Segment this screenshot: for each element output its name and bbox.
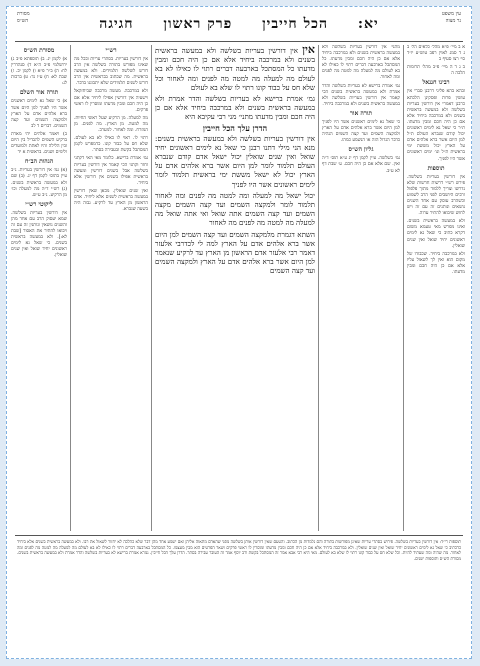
ein-mishpat-entry: א ב מיי׳ פ״א מהל׳ כלאים הל׳ ב ג ד סמג לאוין רפב טוש״ע יו״ד סי׳ רצו סעיף ב bbox=[407, 45, 465, 63]
rashi-text: ואין שנים שואלין. מכאן שאין דורשין במעשה בראשית לשנים אלא ליחיד. אדם הראשון מן הארץ עד לרקיע. גבוה היה בשעה שנברא. bbox=[74, 188, 148, 213]
masoret-heading: מסורת הש״ס bbox=[23, 47, 55, 54]
likutei-rashi-text: אין דורשין בעריות בשלשה. שמא יעסוק הרב עם אחד מהן והשנים נושאין ונותנין זה עם זה ויבואו להתיר את האסור [שבת לא:]. ולא במעשה בראשית בשנים. כי שאל נא לימים ראשונים יחיד שואל ואין שנים שואלין. bbox=[11, 210, 67, 259]
column-ein-mishpat bbox=[407, 45, 465, 531]
footer-rule bbox=[15, 535, 463, 536]
rashi-text: גמ׳ אמרת ברישא. כלומר מאי האי דקתני וחזר וקתני הכי קאמר אין דורשין בעריות בשלשה אבל בשנים דורשין ומעשה בראשית אפילו בשנים אין דורשין אלא ביחיד. bbox=[74, 156, 148, 186]
page-title bbox=[7, 16, 471, 33]
ein-mishpat-entry: ב ג ד ה מיי׳ פ״ב מהל׳ תרומות הלכה ה bbox=[407, 65, 465, 77]
hadran-heading: הדרן עלך הכל חייבין bbox=[202, 122, 268, 133]
mishnah-body: אין דורשין בעריות בשלשה ולא במעשה בראשית בשנים ולא במרכבה ביחיד אלא אם כן היה חכם ומבין מדעתו כל המסתכל בארבעה דברים רתוי לו כאילו לא בא לעולם מה למעלה מה למטה מה לפנים ומה לאחור וכל שלא חס על כבוד קונו רתוי לו שלא בא לעולם bbox=[155, 46, 315, 92]
gemara-text: גמ׳ אמרת ברישא לא בעריות בשלשה והדר אמרת ולא במעשה בראשית בשנים ולא במרכבה ביחיד אלא אם כן היה חכם ומבין מדעתו מתני׳ מני רבי עקיבא היא bbox=[155, 94, 315, 122]
rashi-text: ולא במרכבה. מעשה מרכבה שביחזקאל וישעיה אין דורשין אפילו ליחיד אלא אם כן היה חכם ומבין מדעתו ומוסרין לו ראשי פרקים. bbox=[74, 89, 148, 113]
ein-mishpat-label: עין משפט נר מצוה bbox=[441, 11, 461, 24]
footer-commentary: תוספות רי״ד: אין דורשין בעריות בשלשה. פירוש בסתרי עריות שאינן מפורשות בתורה והם נלמדות מן הכתוב. והטעם שאין דורשין אותן בשלשה מפני שהאדם מתאוה אליהן ואם ישמע אחד מהן דבר שלא כהלכה לא יחזור לשאול את רבו. ולא במעשה בראשית בשנים אלא ביחיד כדכתיב כי שאל נא לימים ראשונים יחיד שואל ואין שנים שואלין. ולא במרכבה ביחיד אלא אם כן היה חכם ומבין מדעתו ומוסרין לו ראשי פרקים ושאר הפרטים הוא מבין מעצמו. כל המסתכל בארבעה דברים רתוי לו כאילו לא בא לעולם מה למעלה מה למטה מה לפנים ומה לאחור. מה שהיה ומה שעתיד להיות. וכל שלא חס על כבוד קונו רתוי לו שלא בא לעולם. מאי היא רבי אבא אמר זה המסתכל בקשת ורב יוסף אמר זה העובר עבירה בסתר. הדרן עלך הכל חייבין. גמרא אמרת ברישא לא בעריות בשלשה והדר אמרת ולא במעשה בראשית בשנים. מסורת הש״ס ותוספות ישנים. bbox=[17, 539, 461, 561]
torah-or-heading: תורה אור bbox=[349, 109, 373, 117]
torah-or-text: ב) ויאמר אלהים יהי מארת ברקיע השמים להבדיל בין היום ובין הלילה והיו לאתת ולמועדים ולימים ושנים. בראשית א יד bbox=[11, 131, 67, 156]
page-header bbox=[7, 7, 471, 41]
column-rashi bbox=[74, 45, 148, 531]
torah-or-text: כי שאל נא לימים ראשנים אשר היו לפניך למן היום אשר ברא אלהים אדם על הארץ ולמקצה השמים ועד קצה השמים הנהיה כדבר הגדול הזה או הנשמע כמהו. bbox=[322, 119, 400, 144]
rashi-text: רתוי לו. ראוי לו כאילו לא בא לעולם. שלא חס על כבוד קונו. כדמפרש לקמן המסתכל בקשת ובעבירה בסתר. bbox=[74, 136, 148, 154]
gemara-text: אין דורשין בעריות בשלשה ולא במעשה בראשית בשנים: מנא הני מילי דתנו רבנן כי שאל נא לימים ראשונים יחיד שואל ואין שנים שואלין יכול ישאל אדם קודם שנברא העולם תלמוד לומר למן היום אשר ברא אלהים אדם על הארץ יכול לא ישאל מששת ימי בראשית תלמוד לומר לימים ראשונים אשר היו לפניך bbox=[155, 133, 315, 189]
commentary-text: מתני׳ אין דורשין בעריות בשלשה ולא במעשה בראשית בשנים ולא במרכבה ביחיד אלא אם כן היה חכם ומבין מדעתו. כל המסתכל בארבעה דברים רתוי לו כאילו לא בא לעולם מה למעלה מה למטה מה לפנים ומה לאחור. bbox=[322, 45, 400, 81]
gilyon-text: גמ׳ בשלשה. עיין לקמן דף יג ע״א תוס׳ ד״ה ואין. שם אלא אם כן היה חכם. ע׳ שבת דף לא ע״ב. bbox=[322, 156, 400, 174]
hagahot-text: (א) גמ׳ אין דורשין בעריות. נ״ב עיין בתוס׳ לקמן דף יג. (ב) שם ולא במעשה בראשית בשנים. (ג) רש״י ד״ה מה למעלה וכו׳ מן הרקיע. נ״ב ע״ש. bbox=[11, 168, 67, 198]
column-divider bbox=[318, 45, 319, 531]
chapter-title: הכל חייבין bbox=[262, 16, 329, 32]
rashi-text: מה למעלה. מן הרקיע שעל ראשי החיות. מה למטה. מן הארץ. מה לפנים. מן המזרח. ומה לאחור. למערב. bbox=[74, 115, 148, 134]
gilyon-heading: גליון הש״ס bbox=[348, 146, 374, 154]
daf-number: יא: bbox=[357, 16, 379, 32]
gemara-text: השתא דגמרת מלמקצה השמים ועד קצה השמים למן היום אשר ברא אלהים אדם על הארץ למה לי לכדרבי אלעזר דאמר רבי אלעזר אדם הראשון מן הארץ עד לרקיע שנאמר למן היום אשר ברא אלהים אדם על הארץ ולמקצה השמים ועד קצה השמים bbox=[155, 229, 315, 276]
tosafot-text: ולא במרכבה ביחיד. שכבודו של מקום הוא ואין לך לשאול עליו אלא אם כן היה חכם ומבין מדעתו. bbox=[407, 251, 465, 275]
torah-or-hashalem-heading: תורה אור השלם bbox=[19, 89, 59, 97]
rashi-heading: רש״י bbox=[105, 47, 117, 54]
hagahot-heading: הגהות הב״ח bbox=[24, 158, 54, 166]
masoret-text: א) לקמן יג. ב) תוספתא פ״ב ג) ירושלמי פ״ב ה״א ד) סנהדרין לח: ה) ב״ר פ״א ו) לקמן יב. ז) שבת לא: ח) ע״ז נד: ט) ברכות לג: bbox=[11, 57, 67, 87]
column-gemara bbox=[155, 45, 315, 531]
tosafot-text: אין דורשין בעריות בשלשה. פירש רש״י דרשות חדשות שלא נדרשו וצריך ללמוד מתוך פלפול ורבים היושבים לפני הרב לשמוע וכשהרב עוסק עם אחד השנים נושאים ונותנים זה עם זה ויש לחוש שיבואו להתיר ערוה. bbox=[407, 174, 465, 217]
masoret-label: מסורת הש״ס bbox=[17, 11, 30, 24]
torah-or-text: א) כי שאל נא לימים ראשנים אשר היו לפניך למן היום אשר ברא אלהים אדם על הארץ ולמקצה השמים ועד קצה השמים. דברים ד לב bbox=[11, 99, 67, 129]
rabbeinu-chananel-heading: רבינו חננאל bbox=[422, 79, 450, 87]
talmud-page bbox=[6, 6, 472, 659]
column-tosafot bbox=[322, 45, 400, 531]
opening-word: אין bbox=[302, 45, 315, 56]
rabbeinu-chananel-text: ובהא בהא פליגי דרבנן סברי אין עושין פרות ופסקינן הלכתא כרבנן דאמרי אין דורשין בעריות בשלשה ולא במעשה בראשית בשנים ולא במרכבה ביחיד אלא אם כן היה חכם ומבין מדעתו. ת״ר כי שאל נא לימים ראשונים יכול קודם שנברא העולם ת״ל למן היום אשר ברא אלהים אדם על הארץ יכול מששת ימי בראשית ת״ל וגו׳ ימים ראשונים אשר היו לפניך. bbox=[407, 89, 465, 162]
likutei-rashi-heading: ליקוטי רש״י bbox=[25, 200, 53, 208]
header-rule bbox=[15, 41, 463, 42]
column-divider bbox=[403, 45, 404, 531]
mishnah-text bbox=[155, 45, 315, 92]
tractate-name: חגיגה bbox=[99, 16, 134, 32]
rashi-text: אין דורשין בעריות. בסתרי עריות ובכל מה שאינו מפורש בתורה בשלשה אין הרב דורש לשלשה תלמידים. ולא במעשה בראשית. מה שכתוב בבראשית אין הרב דורש לשנים תלמידים שלא יתבוננו בדבר. bbox=[74, 57, 148, 87]
commentary-text: גמ׳ אמרת ברישא לא בעריות בשלשה והדר אמרת ולא במעשה בראשית בשנים הכי קאמר אין דורשין בעריות בשלשה ולא במעשה בראשית בשנים ולא במרכבה ביחיד. bbox=[322, 83, 400, 107]
gemara-text: יכול ישאל מה למעלה ומה למטה מה לפנים ומה לאחור תלמוד לומר ולמקצה השמים ועד קצה השמים מקצה השמים ועד קצה השמים אתה שואל ואי אתה שואל מה למעלה מה למטה מה לפנים מה לאחור bbox=[155, 190, 315, 228]
column-divider bbox=[70, 45, 71, 531]
tosafot-heading: תוספות bbox=[427, 164, 445, 172]
tosafot-text: ולא במעשה בראשית בשנים. ואינו מפרש מאי טעמא משום דקרא כתיב כי שאל נא לימים ראשונים יחיד שואל ואין שנים שואלין. bbox=[407, 219, 465, 249]
column-divider bbox=[151, 45, 152, 531]
chapter-number: פרק ראשון bbox=[163, 16, 233, 32]
column-masoret bbox=[11, 45, 67, 531]
